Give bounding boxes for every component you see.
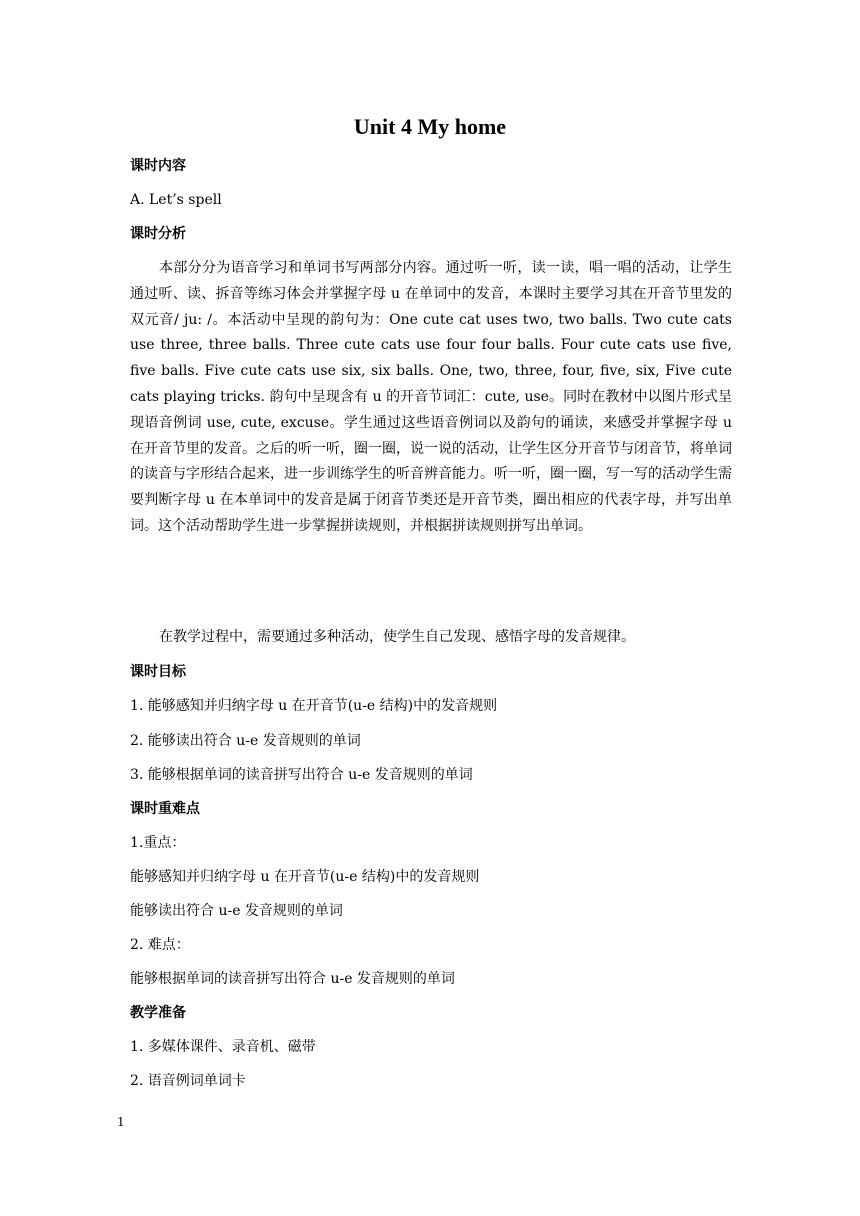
teaching-preparation-heading: 教学准备 — [130, 1005, 186, 1021]
lesson-content-heading: 课时内容 — [130, 158, 186, 174]
preparation-item: 2. 语音例词单词卡 — [130, 1073, 246, 1089]
difficult-points-label: 2. 难点： — [130, 937, 190, 953]
lesson-analysis-paragraph: 本部分分为语音学习和单词书写两部分内容。通过听一听，读一读，唱一唱的活动，让学生通过听、读、拆音等练习体会并掌握字母 u 在单词中的发音，本课时主要学习其在开音节里发的双元音/ ju: /。本活动中呈现的韵句为：One cute cat uses two, two balls. Two cute cats use three, three balls. Three cute cats use four four balls. Four cute cats use five, five balls. Five cute cats use six, six balls. One, two, three, four, five, six, Five cute cats playing tricks. 韵句中呈现含有 u 的开音节词汇：cute, use。同时在教材中以图片形式呈现语音例词 use, cute, excuse。学生通过这些语音例词以及韵句的诵读，来感受并掌握字母 u 在开音节里的发音。之后的听一听，圈一圈，说一说的活动，让学生区分开音节与闭音节，将单词的读音与字形结合起来，进一步训练学生的听音辨音能力。听一听，圈一圈，写一写的活动学生需要判断字母 u 在本单词中的发音是属于闭音节类还是开音节类，圈出相应的代表字母，并写出单词。这个活动帮助学生进一步掌握拼读规则，并根据拼读规则拼写出单词。 — [130, 260, 732, 534]
lesson-objectives-heading: 课时目标 — [130, 664, 186, 680]
key-point-item: 能够感知并归纳字母 u 在开音节(u-e 结构)中的发音规则 — [130, 869, 480, 885]
preparation-item: 1. 多媒体课件、录音机、磁带 — [130, 1039, 316, 1055]
objective-item: 1. 能够感知并归纳字母 u 在开音节(u-e 结构)中的发音规则 — [130, 698, 498, 714]
lesson-content-text: A. Let’s spell — [130, 192, 222, 208]
page-number: 1 — [117, 1115, 125, 1129]
objective-item: 3. 能够根据单词的读音拼写出符合 u-e 发音规则的单词 — [130, 767, 473, 783]
lesson-analysis-paragraph-2: 在教学过程中，需要通过多种活动，使学生自己发现、感悟字母的发音规律。 — [159, 629, 635, 645]
key-points-label: 1.重点： — [130, 835, 186, 851]
lesson-analysis-heading: 课时分析 — [130, 226, 186, 242]
key-point-item: 能够读出符合 u-e 发音规则的单词 — [130, 903, 343, 919]
document-title: Unit 4 My home — [353, 114, 507, 139]
key-difficult-heading: 课时重难点 — [130, 801, 200, 817]
objective-item: 2. 能够读出符合 u-e 发音规则的单词 — [130, 733, 361, 749]
difficult-point-item: 能够根据单词的读音拼写出符合 u-e 发音规则的单词 — [130, 971, 455, 987]
